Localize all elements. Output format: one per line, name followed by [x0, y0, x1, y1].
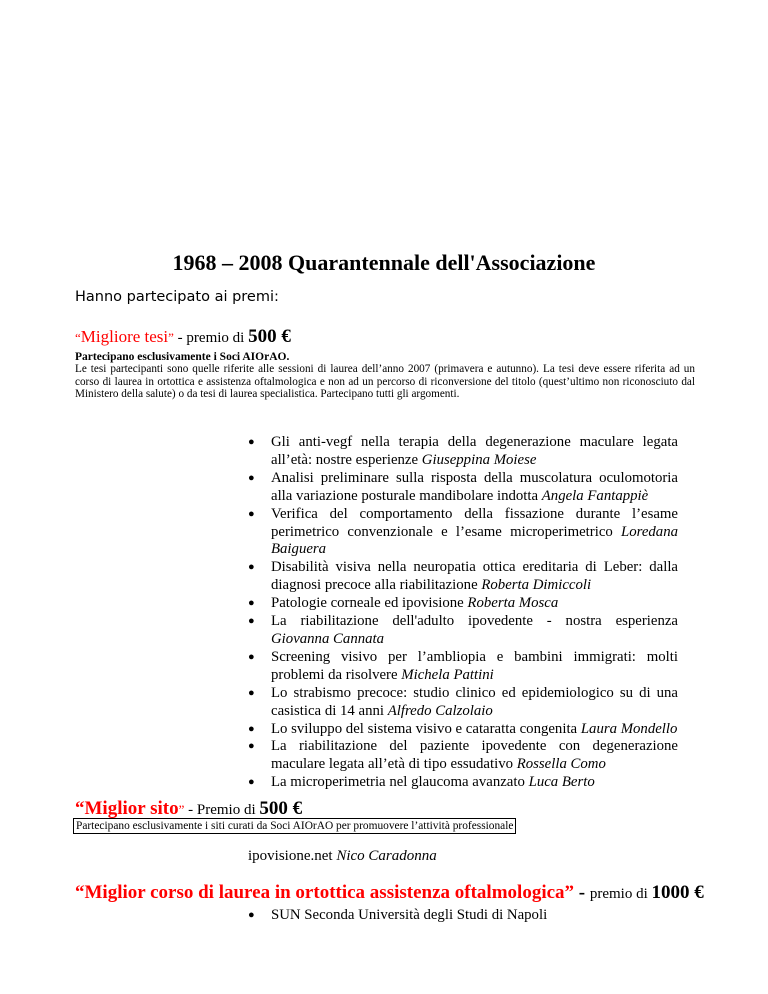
corso-name: “Miglior corso di laurea in ortottica assistenza oftalmologica” — [75, 882, 575, 903]
tesi-entry-author: Alfredo Calzolaio — [387, 702, 493, 719]
tesi-open-quote: “ — [75, 330, 81, 345]
tesi-entry-author: Roberta Mosca — [467, 595, 559, 612]
sito-amount: 500 € — [259, 798, 303, 819]
bullet-icon: ● — [248, 561, 255, 574]
tesi-entry — [248, 559, 678, 595]
bullet-icon: ● — [248, 722, 255, 735]
bullet-icon: ● — [248, 507, 255, 520]
sito-heading — [75, 798, 302, 820]
tesi-entry-author: Luca Berto — [528, 774, 595, 791]
sito-eligibility-box: Partecipano esclusivamente i siti curati da Soci AIOrAO per promuovere l’attività professionale — [73, 818, 516, 834]
tesi-entry-author: Loredana Baiguera — [271, 523, 678, 558]
bullet-icon: ● — [248, 686, 255, 699]
sito-entry-site: ipovisione.net — [248, 848, 337, 864]
tesi-entry — [248, 774, 678, 792]
tesi-entry-author: Giovanna Cannata — [271, 630, 385, 647]
tesi-entry — [248, 649, 678, 685]
tesi-eligibility: Partecipano esclusivamente i Soci AIOrAO. — [75, 351, 290, 363]
tesi-entries-list — [248, 434, 678, 792]
tesi-name: Migliore tesi — [80, 327, 169, 346]
sito-name: “Miglior sito — [75, 798, 179, 819]
tesi-entry-title: Patologie corneale ed ipovisione — [271, 595, 468, 612]
tesi-entry-title: Lo strabismo precoce: studio clinico ed epidemiologico su di una casistica di 14 anni — [271, 684, 678, 719]
corso-dash: - — [574, 882, 590, 903]
bullet-icon: ● — [248, 740, 255, 753]
tesi-entry-title: La riabilitazione dell'adulto ipovedente - nostra esperienza — [271, 613, 678, 630]
tesi-entry — [248, 506, 678, 560]
tesi-entry-author: Roberta Dimiccoli — [481, 577, 592, 594]
sito-entry-author: Nico Caradonna — [336, 848, 437, 864]
tesi-entry-title: Gli anti-vegf nella terapia della degenerazione maculare legata all’età: nostre esperienze — [271, 434, 678, 468]
tesi-heading — [75, 326, 291, 348]
tesi-entry-author: Laura Mondello — [580, 720, 678, 737]
tesi-entry — [248, 613, 678, 649]
tesi-entry-title: Verifica del comportamento della fissazione durante l’esame perimetrico convenzionale e l’esame microperimetrico — [271, 505, 678, 540]
page-title: 1968 – 2008 Quarantennale dell'Associazione — [172, 250, 596, 275]
bullet-icon: ● — [248, 471, 255, 484]
tesi-entry-author: Angela Fantappiè — [541, 487, 649, 504]
corso-entry-label: SUN Seconda Università degli Studi di Napoli — [271, 907, 548, 923]
corso-prize-text: premio di — [589, 886, 652, 902]
bullet-icon: ● — [248, 776, 255, 789]
tesi-entry-title: Analisi preliminare sulla risposta della muscolatura oculomotoria alla variazione posturale mandibolare indotta — [271, 469, 678, 504]
tesi-entry-title: Disabilità visiva nella neuropatia ottica ereditaria di Leber: dalla diagnosi precoce alla riabilitazione — [271, 559, 678, 594]
corso-heading — [75, 882, 704, 904]
bullet-icon: ● — [248, 436, 255, 448]
tesi-entry — [248, 595, 678, 613]
intro-text: Hanno partecipato ai premi: — [75, 289, 279, 305]
corso-entries-list — [248, 906, 547, 924]
tesi-entry — [248, 685, 678, 721]
tesi-entry-title: Screening visivo per l’ambliopia e bambini immigrati: molti problemi da risolvere — [271, 648, 678, 683]
tesi-prize-text: - premio di — [173, 330, 249, 346]
bullet-icon: ● — [248, 597, 255, 610]
tesi-entry-author: Giuseppina Moiese — [421, 451, 537, 468]
sito-close-quote: ” — [178, 802, 185, 817]
corso-entry — [248, 906, 547, 924]
bullet-icon: ● — [248, 615, 255, 628]
tesi-entry-author: Rossella Como — [516, 756, 606, 773]
tesi-description: Le tesi partecipanti sono quelle riferite alle sessioni di laurea dell’anno 2007 (primavera e autunno). La tesi deve essere riferita ad un corso di laurea in ortottica e assistenza oftalmologica e non ad un percorso di riconversione del titolo (quest’ultimo non riconosciuto dal Ministero della salute) o da tesi di laurea specialistica. Partecipano tutti gli argomenti. — [75, 363, 695, 401]
tesi-entry-title: La microperimetria nel glaucoma avanzato — [271, 774, 529, 791]
tesi-entry — [248, 721, 678, 739]
sito-entry — [248, 848, 437, 865]
tesi-entry — [248, 738, 678, 774]
tesi-entry — [248, 470, 678, 506]
tesi-close-quote: ” — [168, 330, 174, 345]
bullet-icon: ● — [248, 650, 255, 663]
tesi-entry-author: Michela Pattini — [401, 666, 494, 683]
tesi-entry-title: Lo sviluppo del sistema visivo e cataratta congenita — [271, 720, 581, 737]
tesi-entry — [248, 434, 678, 470]
tesi-amount: 500 € — [248, 326, 291, 347]
bullet-icon: ● — [248, 909, 255, 921]
corso-amount: 1000 € — [651, 882, 704, 903]
sito-prize-text: - Premio di — [184, 802, 260, 818]
tesi-entry-title: La riabilitazione del paziente ipovedente con degenerazione maculare legata all’età di tipo essudativo — [271, 738, 678, 773]
